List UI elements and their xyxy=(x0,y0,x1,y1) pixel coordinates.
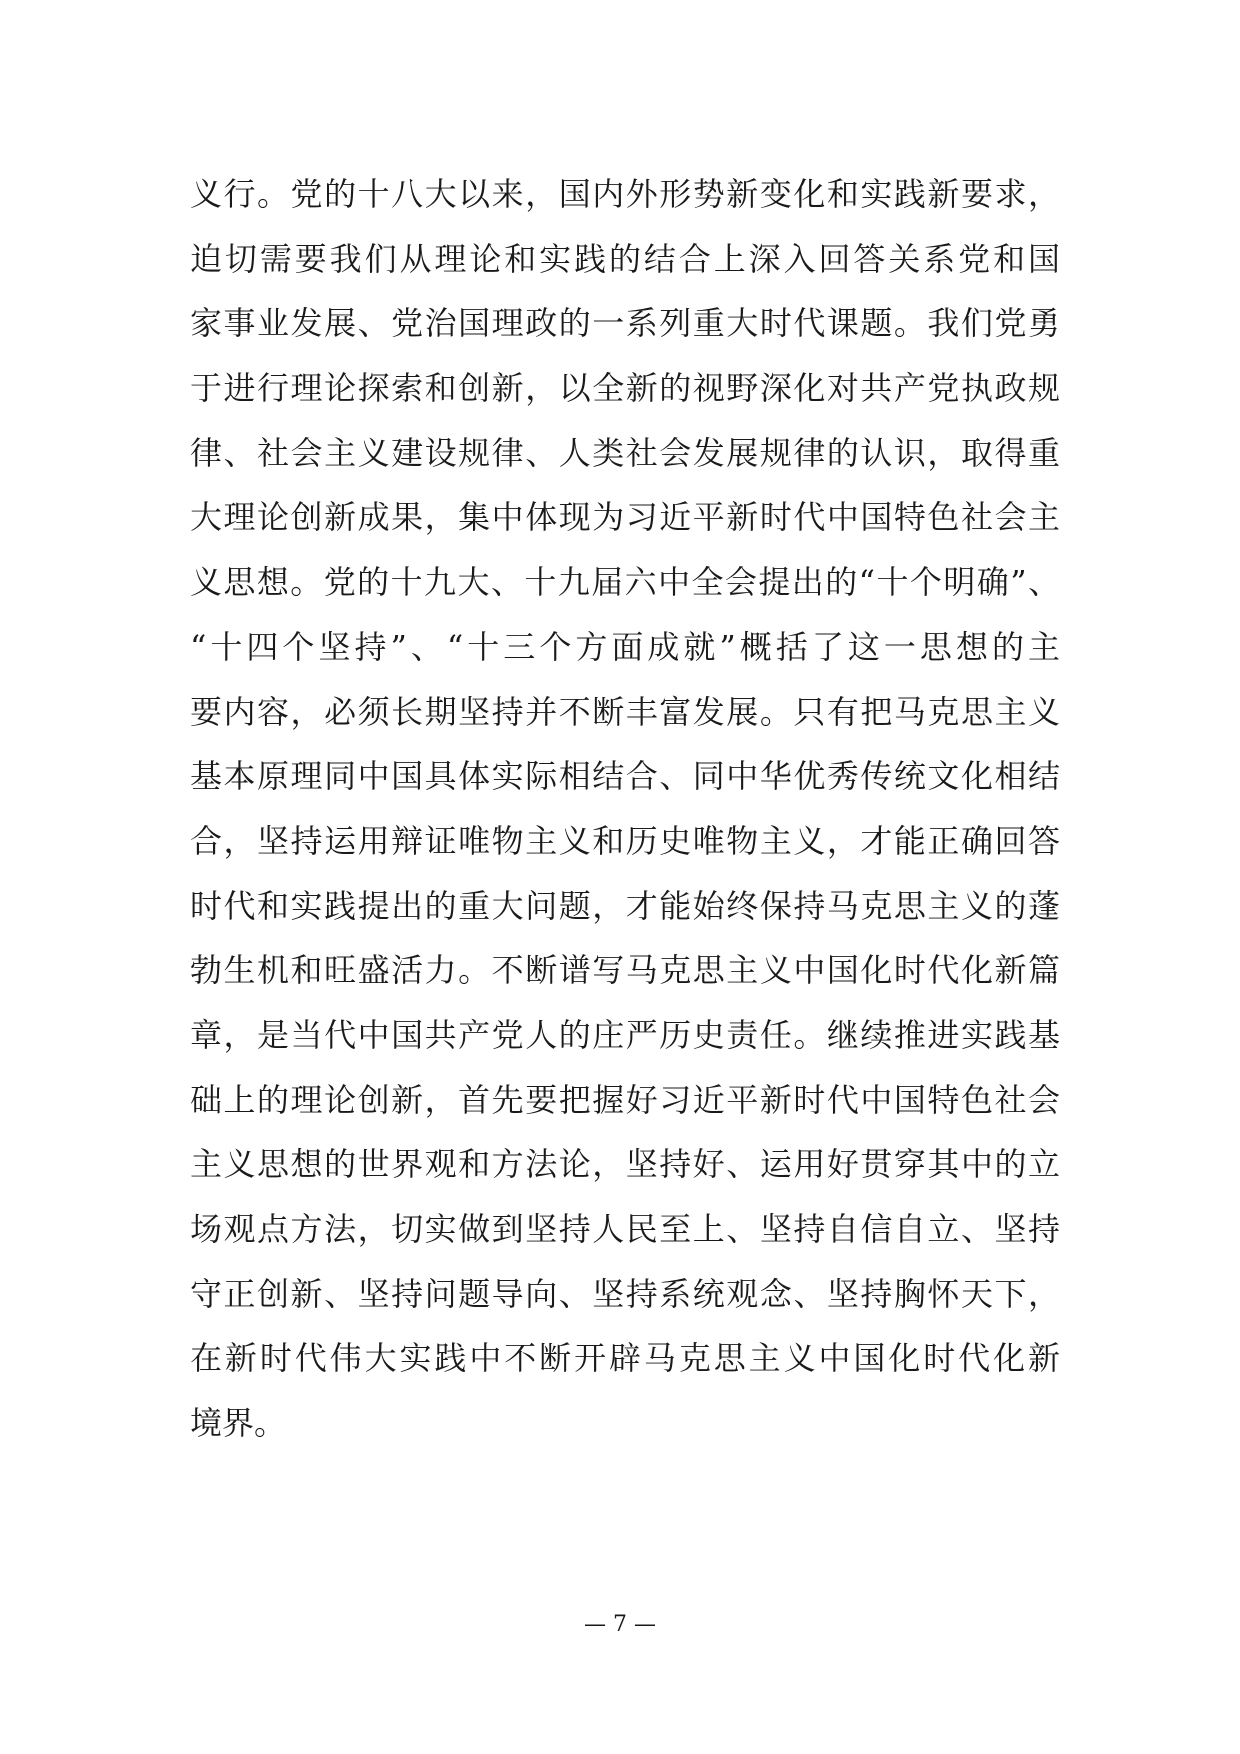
text-line: 场观点方法，切实做到坚持人民至上、坚持自信自立、坚持 xyxy=(190,1210,1060,1248)
text-line: 基本原理同中国具体实际相结合、同中华优秀传统文化相结 xyxy=(190,757,1060,796)
text-line: “十四个坚持”、“十三个方面成就”概括了这一思想的主 xyxy=(190,627,1060,666)
text-line: 守正创新、坚持问题导向、坚持系统观念、坚持胸怀天下， xyxy=(190,1274,1060,1313)
text-line: 于进行理论探索和创新，以全新的视野深化对共产党执政规 xyxy=(190,369,1060,408)
text-line: 础上的理论创新，首先要把握好习近平新时代中国特色社会 xyxy=(190,1080,1060,1119)
text-line: 迫切需要我们从理论和实践的结合上深入回答关系党和国 xyxy=(190,239,1060,278)
text-line: 勃生机和旺盛活力。不断谱写马克思主义中国化时代化新篇 xyxy=(190,951,1060,990)
text-line: 境界。 xyxy=(190,1404,287,1443)
text-line: 合，坚持运用辩证唯物主义和历史唯物主义，才能正确回答 xyxy=(190,821,1060,860)
text-line: 律、社会主义建设规律、人类社会发展规律的认识，取得重 xyxy=(190,433,1060,472)
body-paragraph xyxy=(190,162,1060,1456)
text-line: 义思想。党的十九大、十九届六中全会提出的“十个明确”、 xyxy=(190,563,1060,602)
text-line: 家事业发展、党治国理政的一系列重大时代课题。我们党勇 xyxy=(190,304,1060,343)
text-line: 大理论创新成果，集中体现为习近平新时代中国特色社会主 xyxy=(190,498,1060,537)
text-line: 要内容，必须长期坚持并不断丰富发展。只有把马克思主义 xyxy=(190,692,1060,731)
text-line: 在新时代伟大实践中不断开辟马克思主义中国化时代化新 xyxy=(190,1339,1060,1378)
text-line: 章，是当代中国共产党人的庄严历史责任。继续推进实践基 xyxy=(190,1015,1060,1054)
page-number: — 7 — xyxy=(584,1612,656,1637)
text-line: 义行。党的十八大以来，国内外形势新变化和实践新要求， xyxy=(190,175,1060,213)
text-line: 时代和实践提出的重大问题，才能始终保持马克思主义的蓬 xyxy=(190,886,1060,925)
text-line: 主义思想的世界观和方法论，坚持好、运用好贯穿其中的立 xyxy=(190,1145,1060,1184)
